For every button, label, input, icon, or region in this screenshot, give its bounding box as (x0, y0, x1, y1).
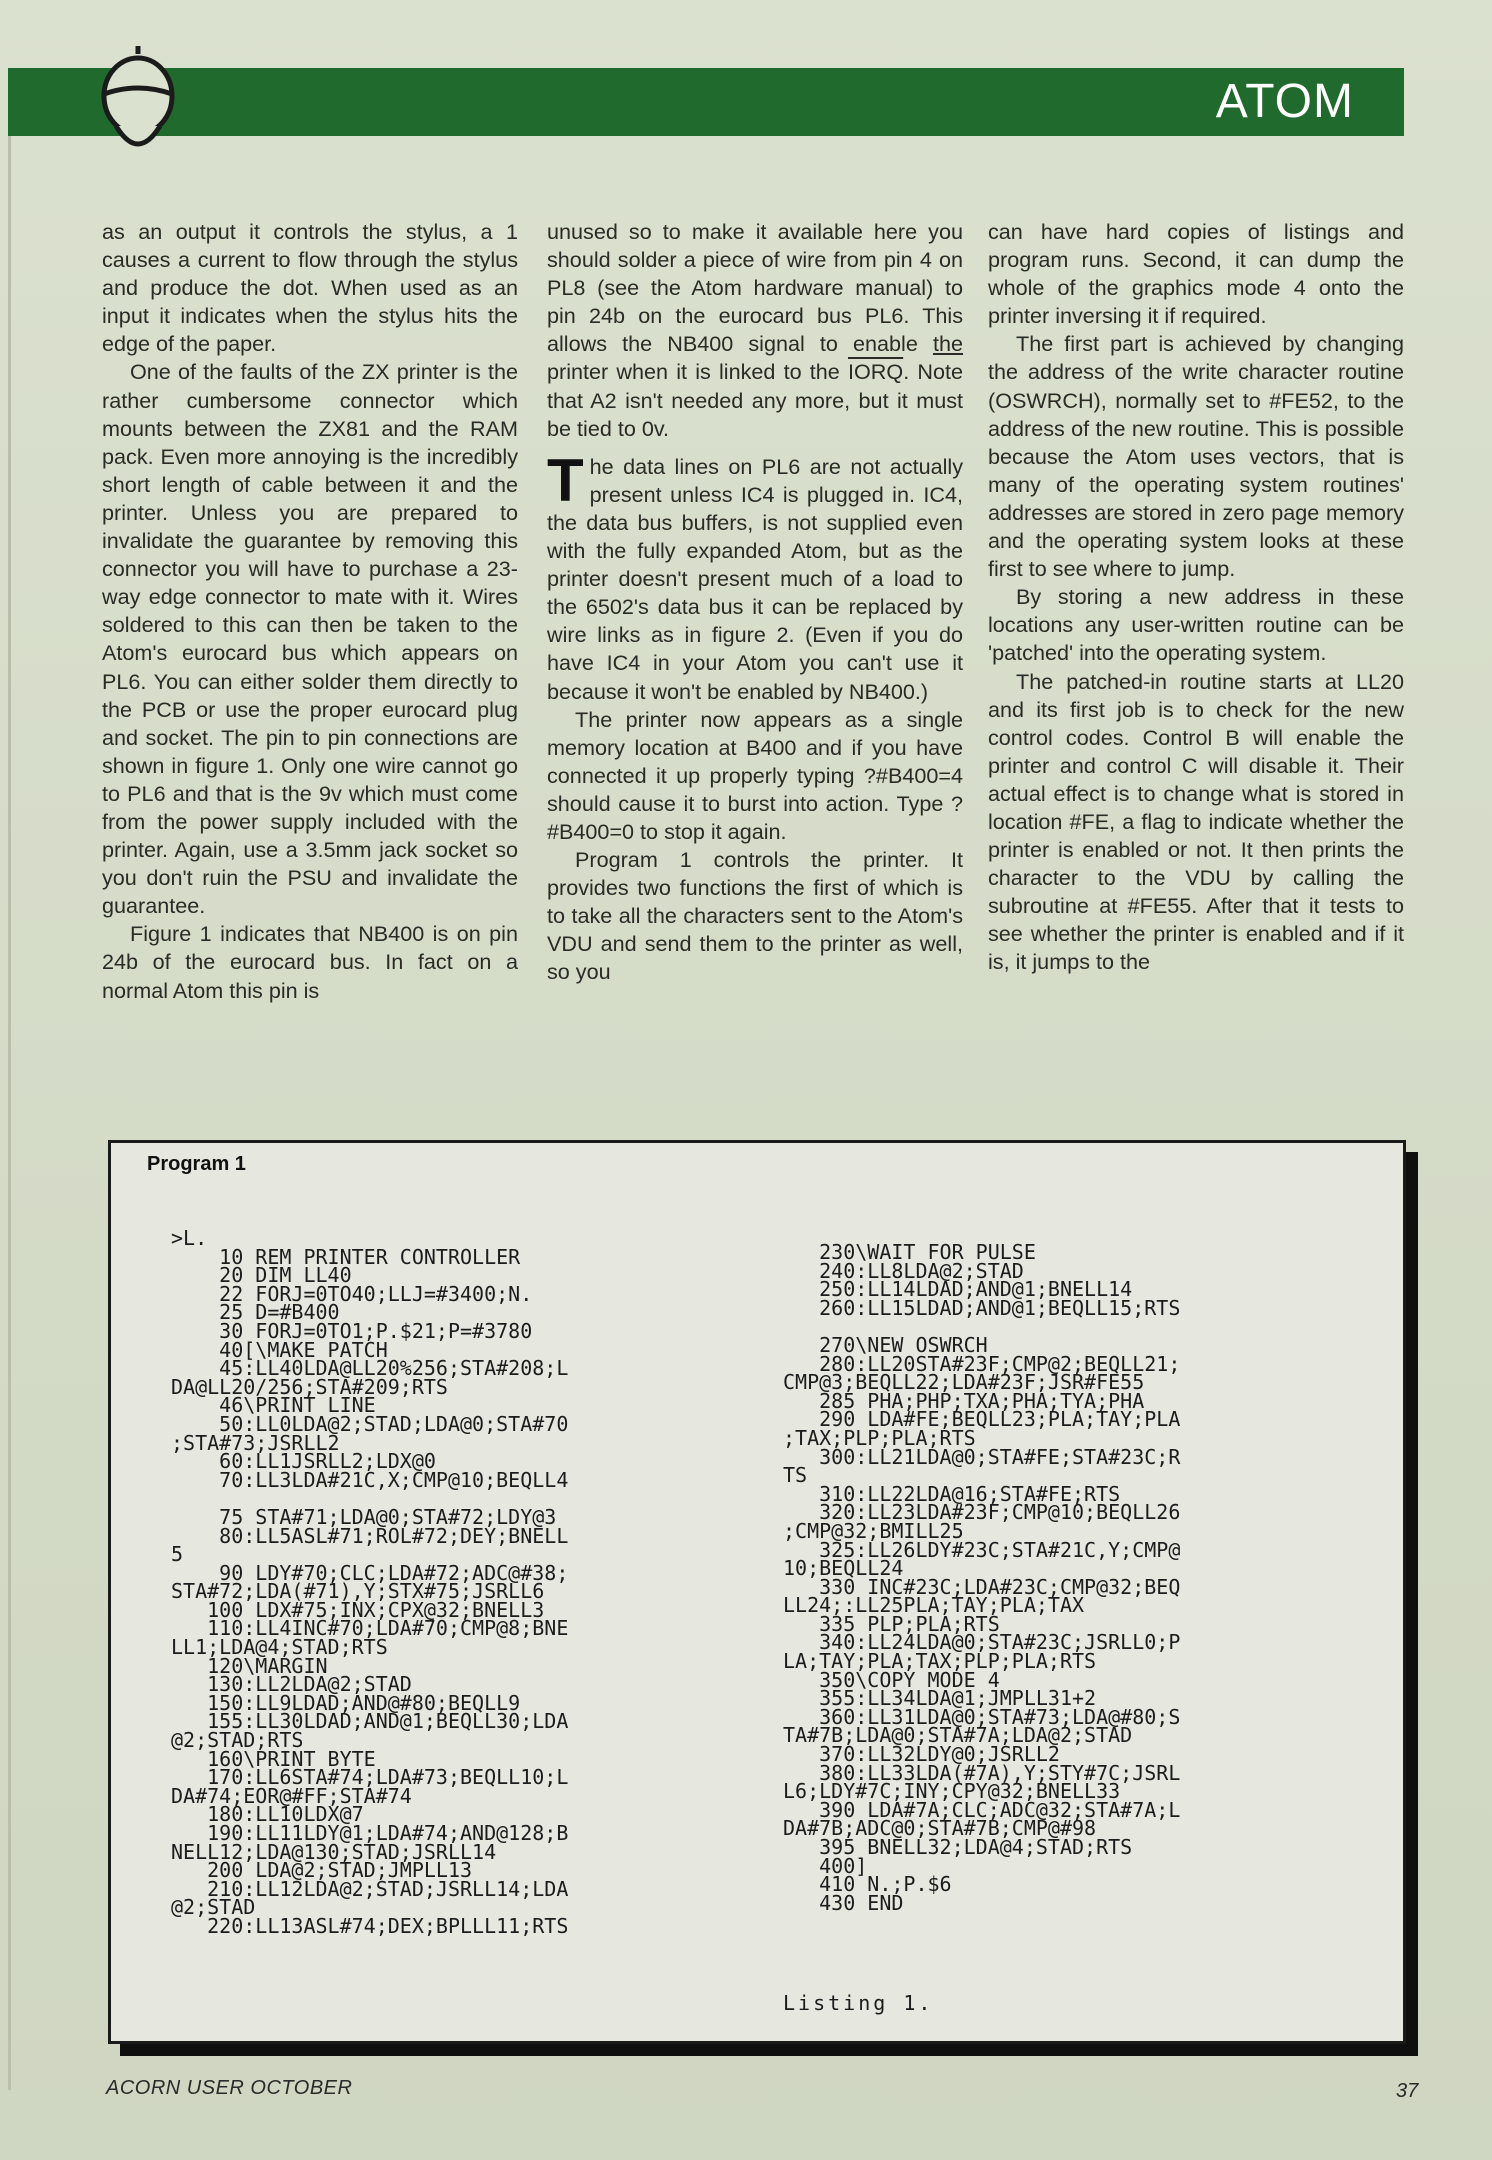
paragraph: The patched-in routine starts at LL20 and its first job is to check for the new control codes. Control B will enable the printer and control C will disable it. Their actual effect is to change what is stored in location #FE, a flag to indicate whether the printer is enabled or not. It then prints the character to the VDU by calling the subroutine at #FE55. After that it tests to see whether the printer is enabled and if it is, it jumps to the (988, 668, 1404, 975)
page-number: 37 (1396, 2080, 1419, 2102)
program-title: Program 1 (147, 1153, 246, 1175)
footer-publication: ACORN USER OCTOBER (106, 2077, 353, 2099)
paragraph (547, 446, 963, 706)
paragraph: can have hard copies of listings and program runs. Second, it can dump the whole of the graphics mode 4 onto the printer inversing it if required. (988, 219, 1404, 329)
article-column-3 (988, 218, 1404, 977)
paragraph (547, 218, 963, 443)
drop-cap: T (547, 446, 584, 514)
listing-caption: Listing 1. (783, 1991, 934, 2015)
section-header-bar (8, 68, 1404, 136)
paragraph: as an output it controls the stylus, a 1 causes a current to flow through the stylus and produce the dot. When used as an input it indicates when the stylus hits the edge of the paper. (102, 219, 518, 357)
article-column-1 (102, 218, 518, 1005)
code-listing-right: 230\WAIT FOR PULSE 240:LL8LDA@2;STAD 250:LL14LDAD;AND@1;BNELL14 260:LL15LDAD;AND@1;BEQLL15;RTS 270\NEW OSWRCH 280:LL20STA#23F;CMP@2;BEQLL21; CMP@3;BEQLL22;LDA#23F;JSR#FE55 285 PHA;PHP;TXA;PHA;TYA;PHA 290 LDA#FE;BEQLL23;PLA;TAY;PLA ;TAX;PLP;PLA;RTS 300:LL21LDA@0;STA#FE;STA#23C;R TS 310:LL22LDA@16;STA#FE;RTS 320:LL23LDA#23F;CMP@10;BEQLL26 ;CMP@32;BMILL25 325:LL26LDY#23C;STA#21C,Y;CMP@ 10;BEQLL24 330 INC#23C;LDA#23C;CMP@32;BEQ LL24;:LL25PLA;TAY;PLA;TAX 335 PLP;PLA;RTS 340:LL24LDA@0;STA#23C;JSRLL0;P LA;TAY;PLA;TAX;PLP;PLA;RTS 350\COPY MODE 4 355:LL34LDA@1;JMPLL31+2 360:LL31LDA@0;STA#73;LDA@#80;S TA#7B;LDA@0;STA#7A;LDA@2;STAD 370:LL32LDY@0;JSRLL2 380:LL33LDA(#7A),Y;STY#7C;JSRL L6;LDY#7C;INY;CPY@32;BNELL33 390 LDA#7A;CLC;ADC@32;STA#7A;L DA#7B;ADC@0;STA#7B;CMP@#98 395 BNELL32;LDA@4;STAD;RTS 400] 410 N.;P.$6 430 END (783, 1240, 1181, 1915)
acorn-logo-icon (98, 44, 178, 164)
paragraph: One of the faults of the ZX printer is the rather cumbersome connector which mounts between the ZX81 and the RAM pack. Even more annoying is the incredibly short length of cable between it and the printer. Unless you are prepared to invalidate the guarantee by removing this connector you will have to purchase a 23-way edge connector to mate with it. Wires soldered to this can then be taken to the Atom's eurocard bus which appears on PL6. You can either solder them directly to the PCB or use the proper eurocard plug and socket. The pin to pin connections are shown in figure 1. Only one wire cannot go to PL6 and that is the 9v which must come from the power supply included with the printer. Again, use a 3.5mm jack socket so you don't ruin the PSU and invalidate the guarantee. (102, 359, 518, 919)
paragraph: Program 1 controls the printer. It provides two functions the first of which is to take all the characters sent to the Atom's VDU and send them to the printer as well, so you (547, 847, 963, 985)
text-run: the (932, 331, 963, 357)
code-listing-left: >L. 10 REM PRINTER CONTROLLER 20 DIM LL40 22 FORJ=0TO40;LLJ=#3400;N. 25 D=#B400 30 FORJ=0TO1;P.$21;P=#3780 40[\MAKE PATCH 45:LL40LDA@LL20%256;STA#208;L DA@LL20/256;STA#209;RTS 46\PRINT LINE 50:LL0LDA@2;STAD;LDA@0;STA#70 ;STA#73;JSRLL2 60:LL1JSRLL2;LDX@0 70:LL3LDA#21C,X;CMP@10;BEQLL4 75 STA#71;LDA@0;STA#72;LDY@3 80:LL5ASL#71;ROL#72;DEY;BNELL 5 90 LDY#70;CLC;LDA#72;ADC@#38; STA#72;LDA(#71),Y;STX#75;JSRLL6 100 LDX#75;INX;CPX@32;BNELL3 110:LL4INC#70;LDA#70;CMP@8;BNE LL1;LDA@4;STAD;RTS 120\MARGIN 130:LL2LDA@2;STAD 150:LL9LDAD;AND@#80;BEQLL9 155:LL30LDAD;AND@1;BEQLL30;LDA @2;STAD;RTS 160\PRINT BYTE 170:LL6STA#74;LDA#73;BEQLL10;L DA#74;EOR@#FF;STA#74 180:LL10LDX@7 190:LL11LDY@1;LDA#74;AND@128;B NELL12;LDA@130;STAD;JSRLL14 200 LDA@2;STAD;JMPLL13 210:LL12LDA@2;STAD;JSRLL14;LDA @2;STAD 220:LL13ASL#74;DEX;BPLLL11;RTS (171, 1226, 569, 1938)
paragraph: The printer now appears as a single memory location at B400 and if you have connected it up properly typing ?#B400=4 should cause it to burst into action. Type ?#B400=0 to stop it again. (547, 706, 963, 844)
article-body (102, 218, 1412, 1148)
text-run: unused so to make it available here you should solder a piece of wire from pin 4 on PL8 (see the Atom hardware manual) to pin 24b on the eurocard bus PL6. This allows the NB400 signal to enable (547, 219, 963, 357)
paragraph: Figure 1 indicates that NB400 is on pin 24b of the eurocard bus. In fact on a normal Atom this pin is (102, 921, 518, 1003)
article-column-2 (547, 218, 963, 987)
text-run: he data lines on PL6 are not actually present unless IC4 is plugged in. IC4, the data bus buffers, is not supplied even with the fully expanded Atom, but as the printer doesn't present much of a load to the 6502's data bus it can be replaced by wire links as in figure 2. (Even if you do have IC4 in your Atom you can't use it because it won't be enabled by NB400.) (547, 453, 963, 704)
text-run: printer when it is linked to the (547, 359, 848, 385)
text-run: . Note that A2 isn't needed any more, but it must be tied to 0v. (547, 359, 963, 441)
paragraph: The first part is achieved by changing the address of the write character routine (OSWRCH), normally set to #FE52, to the address of the new routine. This is possible because the Atom uses vectors, that is many of the operating system routines' addresses are stored in zero page memory and the operating system looks at these first to see where to jump. (988, 331, 1404, 582)
paragraph: By storing a new address in these locations any user-written routine can be 'patched' into the operating system. (988, 584, 1404, 666)
page-edge (8, 70, 11, 2090)
section-title: ATOM (1215, 75, 1354, 128)
signal-name: IORQ (848, 359, 904, 385)
program-listing-box (108, 1140, 1406, 2044)
